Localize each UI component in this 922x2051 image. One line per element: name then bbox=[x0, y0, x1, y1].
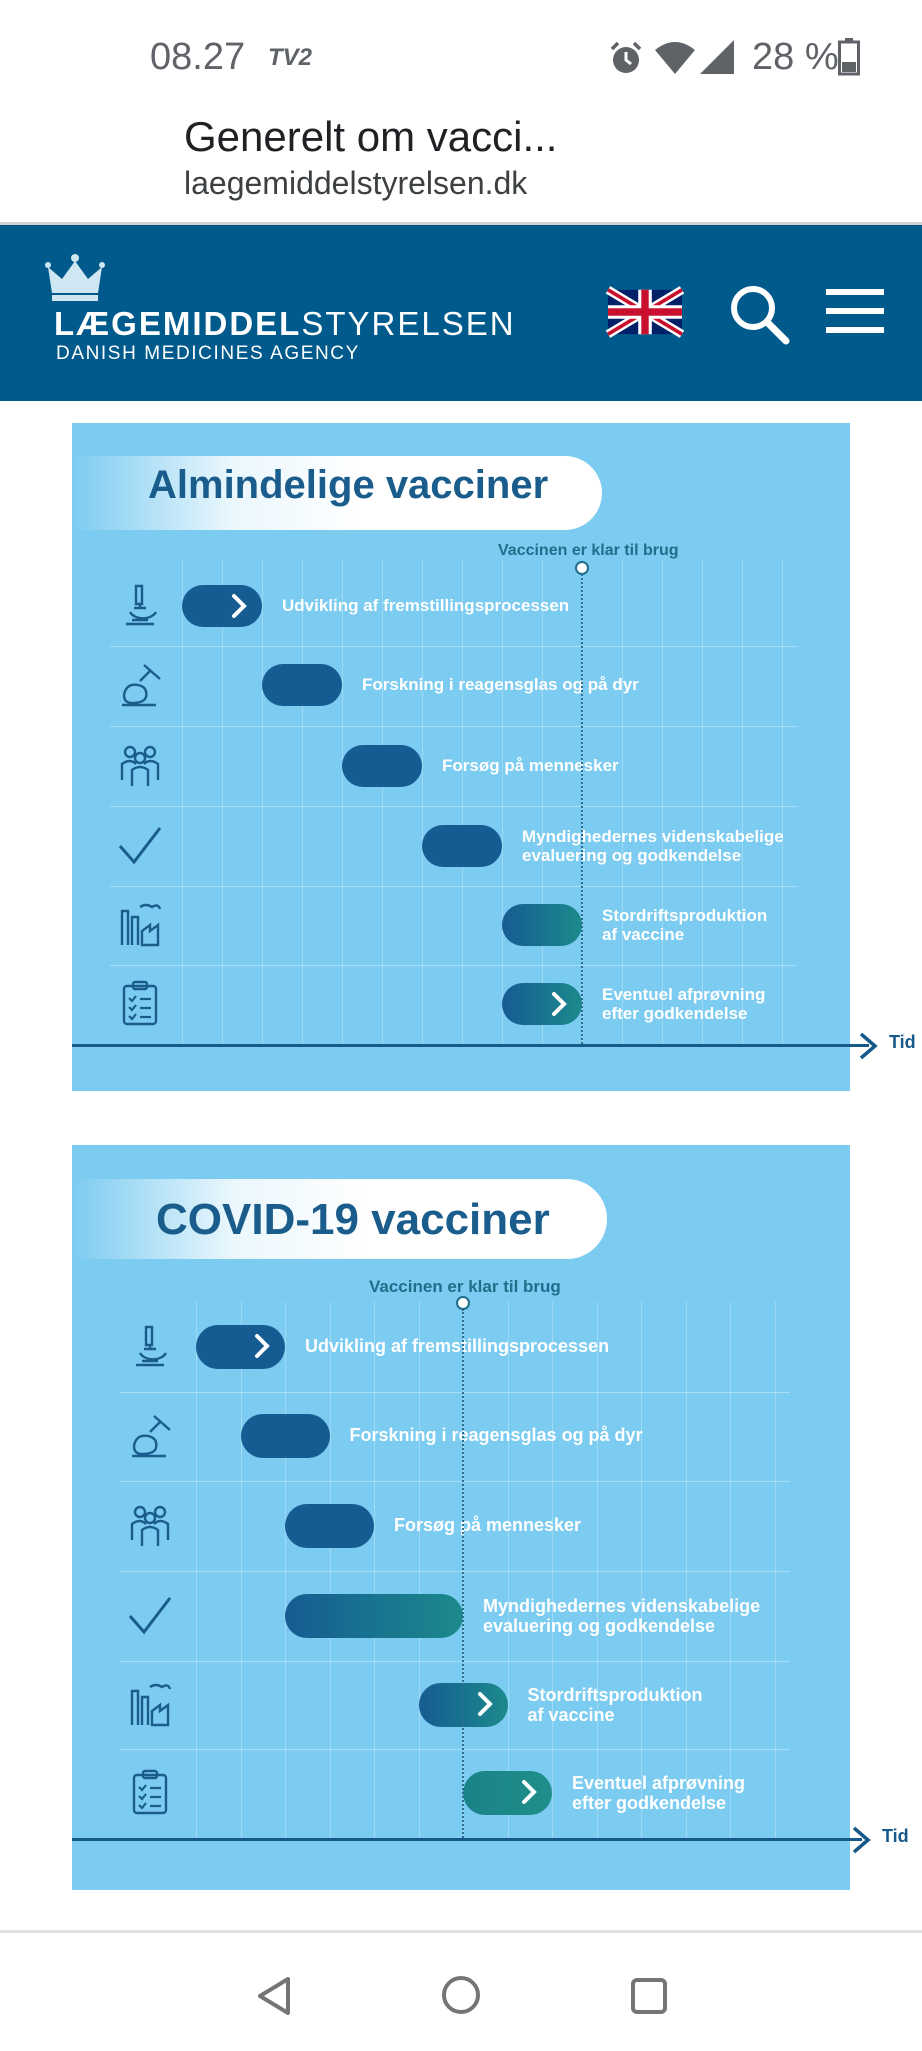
grid-line-vertical bbox=[552, 1302, 553, 1838]
grid-line-horizontal bbox=[120, 1571, 790, 1572]
grid-line-vertical bbox=[241, 1302, 242, 1838]
timeline-bar bbox=[502, 983, 582, 1025]
lab-animal-icon bbox=[126, 1412, 174, 1460]
grid-line-vertical bbox=[419, 1302, 420, 1838]
checkmark-icon bbox=[126, 1592, 174, 1640]
battery-percent: 28 % bbox=[752, 36, 839, 78]
factory-icon bbox=[126, 1681, 174, 1729]
grid-line-horizontal bbox=[110, 806, 797, 807]
grid-line-horizontal bbox=[110, 965, 797, 966]
uk-flag-icon[interactable] bbox=[608, 289, 682, 335]
infographic-title: Almindelige vacciner bbox=[148, 463, 549, 507]
page-title: Generelt om vacci... bbox=[184, 113, 558, 160]
timeline-bar bbox=[502, 904, 582, 946]
chevron-right-icon bbox=[249, 1332, 277, 1360]
grid-line-vertical bbox=[782, 561, 783, 1044]
grid-line-vertical bbox=[374, 1302, 375, 1838]
grid-line-vertical bbox=[342, 561, 343, 1044]
time-axis bbox=[72, 1044, 869, 1047]
status-time: 08.27 bbox=[150, 36, 246, 78]
timeline-bar bbox=[422, 825, 502, 867]
grid-line-horizontal bbox=[120, 1749, 790, 1750]
recents-icon[interactable] bbox=[630, 1977, 668, 2015]
timeline-label: Eventuel afprøvning efter godkendelse bbox=[572, 1773, 746, 1813]
ready-label: Vaccinen er klar til brug bbox=[369, 1277, 561, 1296]
grid-line-vertical bbox=[382, 561, 383, 1044]
axis-arrow-icon bbox=[852, 1826, 872, 1854]
axis-label: Tid bbox=[889, 1032, 916, 1052]
chevron-right-icon bbox=[472, 1690, 500, 1718]
timeline-bar bbox=[196, 1325, 285, 1369]
grid-line-vertical bbox=[330, 1302, 331, 1838]
grid-line-vertical bbox=[462, 561, 463, 1044]
grid-line-vertical bbox=[285, 1302, 286, 1838]
factory-icon bbox=[116, 901, 164, 949]
clipboard-icon bbox=[126, 1769, 174, 1817]
microscope-icon bbox=[116, 582, 164, 630]
logo-regular: STYRELSEN bbox=[301, 305, 516, 342]
site-logo[interactable] bbox=[54, 305, 516, 343]
grid-line-horizontal bbox=[110, 886, 797, 887]
grid-line-vertical bbox=[597, 1302, 598, 1838]
timeline-label: Stordriftsproduktion af vaccine bbox=[527, 1685, 703, 1725]
timeline-bar bbox=[285, 1504, 374, 1548]
grid-line-vertical bbox=[422, 561, 423, 1044]
status-bar bbox=[0, 0, 922, 110]
grid-line-horizontal bbox=[120, 1661, 790, 1662]
grid-line-vertical bbox=[742, 561, 743, 1044]
timeline-bar bbox=[285, 1594, 463, 1638]
back-icon[interactable] bbox=[254, 1975, 294, 2017]
crown-icon bbox=[46, 253, 104, 303]
grid-line-vertical bbox=[775, 1302, 776, 1838]
ready-label: Vaccinen er klar til brug bbox=[498, 542, 679, 559]
chevron-right-icon bbox=[226, 592, 254, 620]
grid-line-horizontal bbox=[110, 726, 797, 727]
checkmark-icon bbox=[116, 822, 164, 870]
timeline-label: Myndighedernes videnskabelige evaluering og godkendelse bbox=[522, 827, 784, 865]
timeline-label: Forskning i reagensglas og på dyr bbox=[349, 1425, 643, 1445]
logo-bold: LÆGEMIDDEL bbox=[54, 305, 302, 342]
grid-line-vertical bbox=[730, 1302, 731, 1838]
ready-marker bbox=[456, 1296, 470, 1310]
grid-line-vertical bbox=[262, 561, 263, 1044]
axis-arrow-icon bbox=[859, 1032, 879, 1060]
grid-line-vertical bbox=[508, 1302, 509, 1838]
url-domain[interactable]: laegemiddelstyrelsen.dk bbox=[184, 165, 528, 201]
grid-line-vertical bbox=[686, 1302, 687, 1838]
chevron-right-icon bbox=[546, 990, 574, 1018]
time-axis bbox=[72, 1838, 862, 1841]
timeline-label: Forsøg på mennesker bbox=[394, 1515, 582, 1535]
grid-line-vertical bbox=[622, 561, 623, 1044]
timeline-label: Forsøg på mennesker bbox=[442, 756, 619, 775]
people-icon bbox=[126, 1502, 174, 1550]
grid-line-horizontal bbox=[110, 646, 797, 647]
ready-line bbox=[462, 1309, 464, 1838]
grid-line-vertical bbox=[182, 561, 183, 1044]
menu-icon[interactable] bbox=[826, 287, 884, 335]
timeline-bar bbox=[262, 664, 342, 706]
grid-line-horizontal bbox=[120, 1481, 790, 1482]
timeline-label: Udvikling af fremstillingsprocessen bbox=[282, 596, 570, 615]
lab-animal-icon bbox=[116, 661, 164, 709]
battery-icon bbox=[838, 38, 860, 76]
ready-line bbox=[581, 574, 583, 1044]
chevron-right-icon bbox=[516, 1778, 544, 1806]
timeline-label: Eventuel afprøvning efter godkendelse bbox=[602, 985, 766, 1023]
infographic-almindelige-vacciner bbox=[72, 423, 916, 1091]
grid-line-vertical bbox=[662, 561, 663, 1044]
wifi-icon bbox=[655, 40, 695, 74]
grid-line-vertical bbox=[542, 561, 543, 1044]
carrier-logo: TV2 bbox=[268, 44, 313, 71]
infographic-title: COVID-19 vacciner bbox=[156, 1195, 550, 1244]
grid-line-vertical bbox=[502, 561, 503, 1044]
timeline-bar bbox=[241, 1414, 330, 1458]
grid-line-vertical bbox=[196, 1302, 197, 1838]
clipboard-icon bbox=[116, 980, 164, 1028]
ready-marker bbox=[575, 561, 589, 575]
timeline-label: Stordriftsproduktion af vaccine bbox=[602, 906, 768, 944]
grid-line-vertical bbox=[702, 561, 703, 1044]
grid-line-horizontal bbox=[120, 1392, 790, 1393]
home-icon[interactable] bbox=[441, 1975, 481, 2015]
infographic-covid-19-vacciner bbox=[72, 1145, 909, 1890]
logo-subtitle: DANISH MEDICINES AGENCY bbox=[56, 343, 360, 364]
alarm-icon bbox=[608, 40, 644, 76]
timeline-bar bbox=[463, 1771, 552, 1815]
grid-line-vertical bbox=[222, 561, 223, 1044]
search-icon[interactable] bbox=[728, 283, 790, 345]
people-icon bbox=[116, 742, 164, 790]
timeline-label: Forskning i reagensglas og på dyr bbox=[362, 675, 639, 694]
axis-label: Tid bbox=[882, 1826, 909, 1846]
system-nav-bar bbox=[0, 1930, 922, 2051]
grid-line-vertical bbox=[641, 1302, 642, 1838]
timeline-bar bbox=[342, 745, 422, 787]
signal-icon bbox=[700, 40, 734, 74]
timeline-label: Udvikling af fremstillingsprocessen bbox=[305, 1336, 610, 1356]
timeline-bar bbox=[182, 585, 262, 627]
grid-line-vertical bbox=[302, 561, 303, 1044]
microscope-icon bbox=[126, 1323, 174, 1371]
timeline-label: Myndighedernes videnskabelige evaluering og godkendelse bbox=[483, 1596, 761, 1636]
